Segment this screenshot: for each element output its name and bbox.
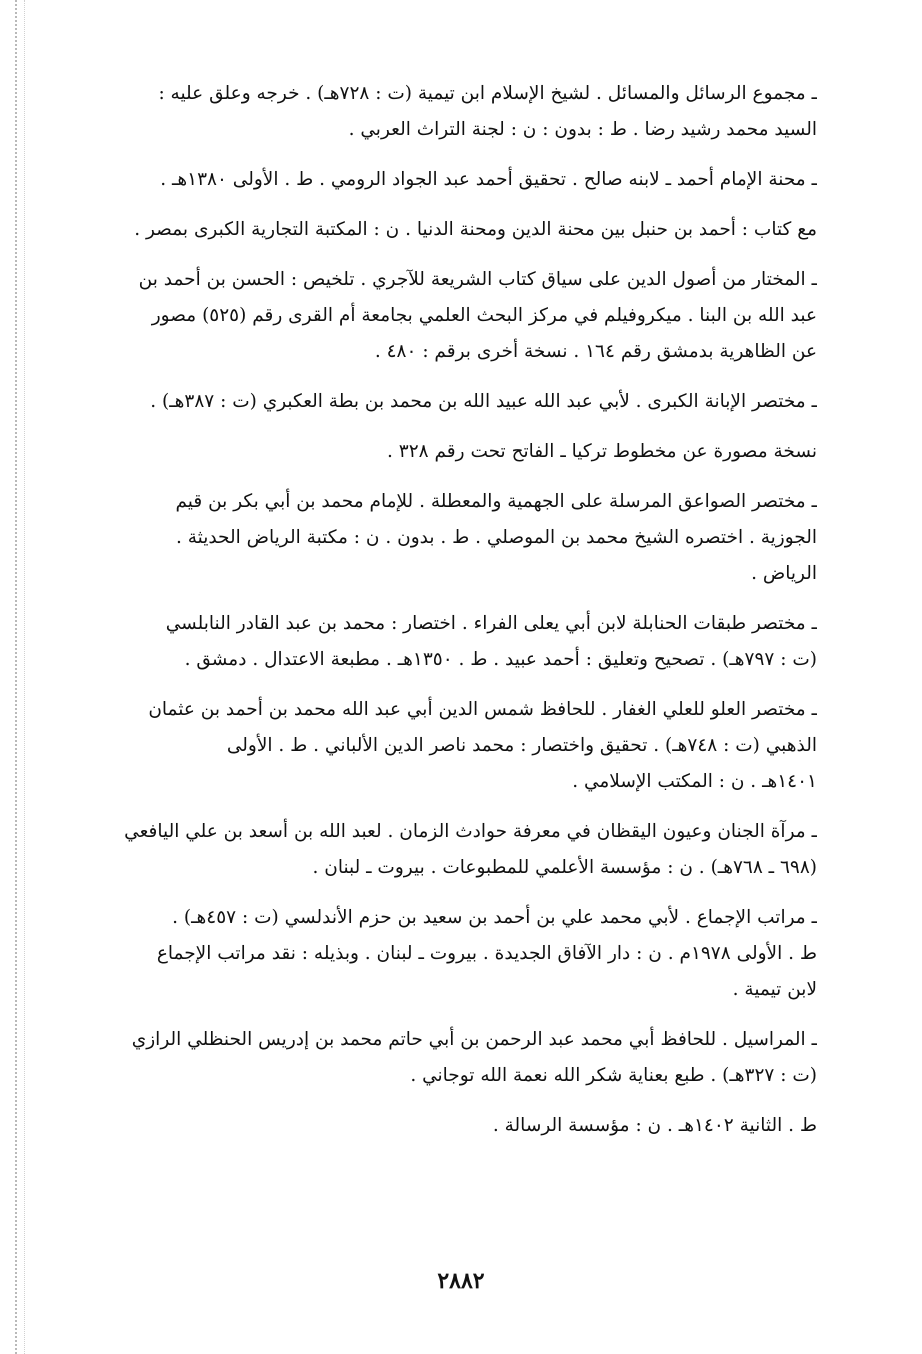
entry-line: ـ مراتب الإجماع . لأبي محمد علي بن أحمد بن سعيد بن حزم الأندلسي (ت : ٤٥٧هـ) .: [172, 907, 817, 928]
entry-line: عن الظاهرية بدمشق رقم ١٦٤ . نسخة أخرى برقم : ٤٨٠ .: [374, 341, 817, 362]
bibliography-entry: [105, 606, 817, 678]
entry-line: ط . الأولى ١٩٧٨م . ن : دار الآفاق الجديدة . بيروت ـ لبنان . وبذيله : نقد مراتب الإجماع: [156, 943, 817, 964]
entry-line: (ت : ٣٢٧هـ) . طبع بعناية شكر الله نعمة الله توجاني .: [410, 1065, 817, 1086]
entry-line: لابن تيمية .: [732, 979, 817, 1000]
entry-line: ـ مختصر طبقات الحنابلة لابن أبي يعلى الفراء . اختصار : محمد بن عبد القادر النابلسي: [165, 613, 817, 634]
entry-line: ـ مختصر الإبانة الكبرى . لأبي عبد الله عبيد الله بن محمد بن بطة العكبري (ت : ٣٨٧هـ) .: [150, 391, 817, 412]
bibliography-entry: [105, 1108, 817, 1144]
entry-line: نسخة مصورة عن مخطوط تركيا ـ الفاتح تحت رقم ٣٢٨ .: [387, 441, 817, 462]
bibliography-entry: [105, 814, 817, 886]
page-edge-inner-dotted-line: [24, 0, 25, 1354]
entry-line: (٦٩٨ ـ ٧٦٨هـ) . ن : مؤسسة الأعلمي للمطبوعات . بيروت ـ لبنان .: [312, 857, 817, 878]
entry-line: الجوزية . اختصره الشيخ محمد بن الموصلي . ط . بدون . ن : مكتبة الرياض الحديثة .: [175, 527, 817, 548]
entry-line: ـ محنة الإمام أحمد ـ لابنه صالح . تحقيق أحمد عبد الجواد الرومي . ط . الأولى ١٣٨٠هـ .: [160, 169, 817, 190]
bibliography-entry: [105, 76, 817, 148]
entry-line: السيد محمد رشيد رضا . ط : بدون : ن : لجنة التراث العربي .: [348, 119, 817, 140]
bibliography-entry: [105, 212, 817, 248]
page-edge-dotted-line: [15, 0, 17, 1354]
bibliography-entry: [105, 434, 817, 470]
entry-line: ـ مرآة الجنان وعيون اليقظان في معرفة حوادث الزمان . لعبد الله بن أسعد بن علي اليافعي: [124, 821, 817, 842]
bibliography-entry: [105, 162, 817, 198]
entry-line: عبد الله بن البنا . ميكروفيلم في مركز البحث العلمي بجامعة أم القرى رقم (٥٢٥) مصور: [151, 305, 817, 326]
bibliography-entry: [105, 692, 817, 800]
entry-line: الرياض .: [751, 563, 817, 584]
bibliography-entry: [105, 1022, 817, 1094]
page-number: ٢٨٨٢: [437, 1268, 485, 1294]
entry-line: ـ مجموع الرسائل والمسائل . لشيخ الإسلام ابن تيمية (ت : ٧٢٨هـ) . خرجه وعلق عليه :: [158, 83, 817, 104]
entry-line: ـ المراسيل . للحافظ أبي محمد عبد الرحمن بن أبي حاتم محمد بن إدريس الحنظلي الرازي: [131, 1029, 817, 1050]
entry-line: الذهبي (ت : ٧٤٨هـ) . تحقيق واختصار : محمد ناصر الدين الألباني . ط . الأولى: [226, 735, 817, 756]
bibliography-entry: [105, 262, 817, 370]
bibliography-entry: [105, 900, 817, 1008]
bibliography-entry: [105, 484, 817, 592]
entry-line: ـ مختصر الصواعق المرسلة على الجهمية والمعطلة . للإمام محمد بن أبي بكر بن قيم: [175, 491, 817, 512]
entry-line: ـ مختصر العلو للعلي الغفار . للحافظ شمس الدين أبي عبد الله محمد بن أحمد بن عثمان: [148, 699, 817, 720]
entry-line: (ت : ٧٩٧هـ) . تصحيح وتعليق : أحمد عبيد . ط . ١٣٥٠هـ . مطبعة الاعتدال . دمشق .: [184, 649, 817, 670]
entry-line: ١٤٠١هـ . ن : المكتب الإسلامي .: [572, 771, 817, 792]
bibliography-text-block: [105, 76, 817, 1158]
entry-line: مع كتاب : أحمد بن حنبل بين محنة الدين ومحنة الدنيا . ن : المكتبة التجارية الكبرى بمصر .: [134, 219, 817, 240]
bibliography-entry: [105, 384, 817, 420]
entry-line: ط . الثانية ١٤٠٢هـ . ن : مؤسسة الرسالة .: [492, 1115, 817, 1136]
entry-line: ـ المختار من أصول الدين على سياق كتاب الشريعة للآجري . تلخيص : الحسن بن أحمد بن: [138, 269, 817, 290]
